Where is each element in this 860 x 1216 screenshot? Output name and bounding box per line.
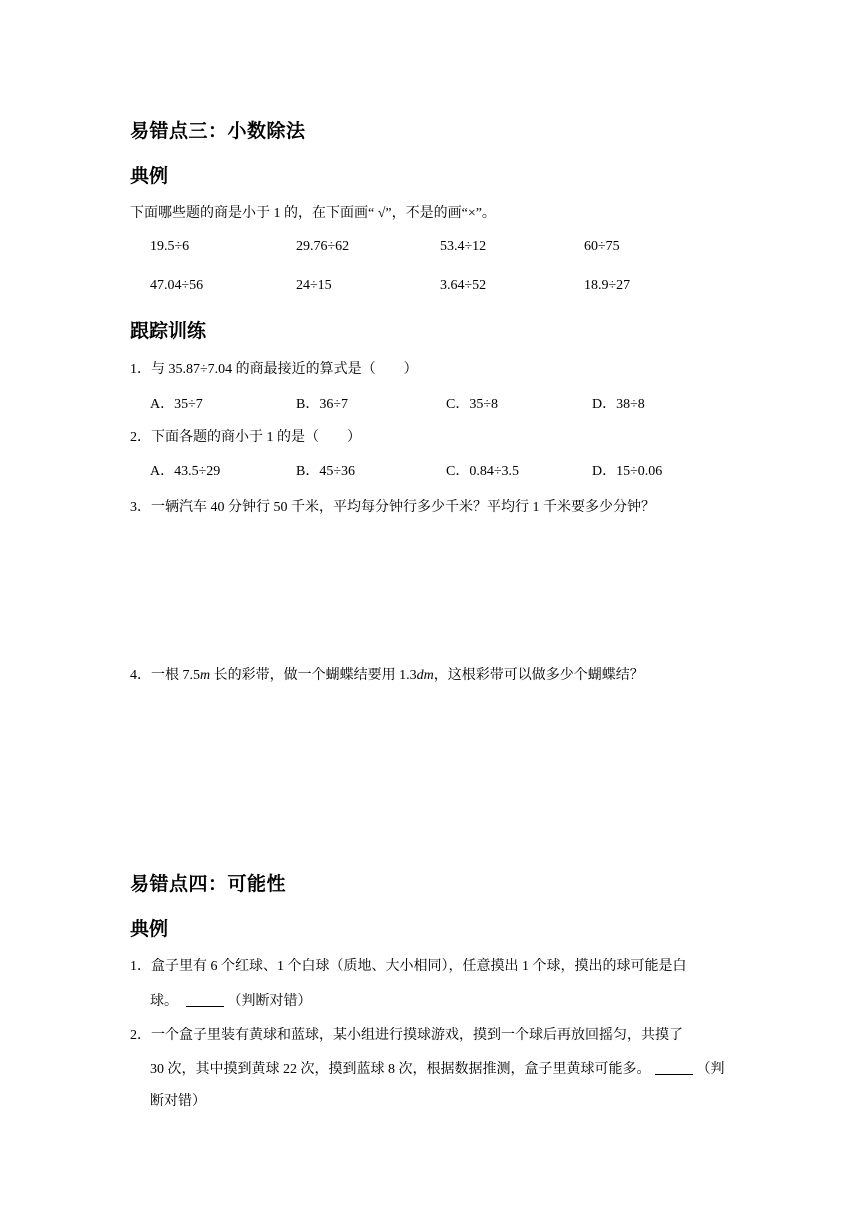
answer-blank[interactable] [186,992,224,1007]
section3-practice-heading: 跟踪训练 [130,320,207,342]
example-item: 3.64÷52 [440,278,487,293]
section3-title: 易错点三：小数除法 [130,120,306,142]
question-2-stem: 2．下面各题的商小于 1 的是（ ） [130,430,361,445]
example-item: 18.9÷27 [584,278,631,293]
s4-question-1-text: 球。 [150,994,178,1009]
question-4-part-a: 4．一根 7.5 [130,668,200,683]
example-item: 53.4÷12 [440,239,487,254]
judge-hint: （判断对错） [227,994,312,1009]
question-2-option-c: C．0.84÷3.5 [446,464,520,479]
example-item: 29.76÷62 [296,239,350,254]
question-1-option-d: D．38÷8 [592,397,645,412]
question-3: 3．一辆汽车 40 分钟行 50 千米，平均每分钟行多少千米？平均行 1 千米要多少分钟？ [130,500,655,515]
question-2-option-d: D．15÷0.06 [592,464,663,479]
s4-question-2-line-1: 2．一个盒子里装有黄球和蓝球，某小组进行摸球游戏，摸到一个球后再放回摇匀，共摸了 [130,1028,683,1043]
s4-question-1-line-2 [150,990,312,1010]
question-2-option-a: A．43.5÷29 [150,464,221,479]
question-1-option-b: B．36÷7 [296,397,349,412]
question-2-option-b: B．45÷36 [296,464,356,479]
example-item: 47.04÷56 [150,278,204,293]
question-1-stem: 1．与 35.87÷7.04 的商最接近的算式是（ ） [130,362,418,377]
question-1-option-c: C．35÷8 [446,397,499,412]
judge-hint: （判 [696,1062,725,1077]
s4-question-1-line-1: 1．盒子里有 6 个红球、1 个白球（质地、大小相同），任意摸出 1 个球，摸出的球可能是白 [130,959,687,974]
section3-example-heading: 典例 [130,165,169,187]
section3-example-instruction: 下面哪些题的商是小于 1 的，在下面画“ √”，不是的画“×”。 [130,206,496,221]
s4-question-2-line-2 [150,1058,725,1078]
question-4-part-c: ，这根彩带可以做多少个蝴蝶结？ [433,668,644,683]
question-4 [130,664,644,684]
unit-decimeter: dm [416,668,434,683]
s4-question-2-line-3: 断对错） [150,1094,206,1109]
answer-blank[interactable] [655,1060,693,1075]
question-4-part-b: 长的彩带，做一个蝴蝶结要用 1.3 [210,668,417,683]
section4-example-heading: 典例 [130,918,169,940]
unit-meter: m [200,668,211,683]
example-item: 19.5÷6 [150,239,190,254]
question-1-option-a: A．35÷7 [150,397,203,412]
example-item: 60÷75 [584,239,620,254]
section4-title: 易错点四：可能性 [130,873,287,895]
s4-question-2-text: 30 次，其中摸到黄球 22 次，摸到蓝球 8 次，根据数据推测，盒子里黄球可能多。 [150,1062,651,1077]
example-item: 24÷15 [296,278,332,293]
